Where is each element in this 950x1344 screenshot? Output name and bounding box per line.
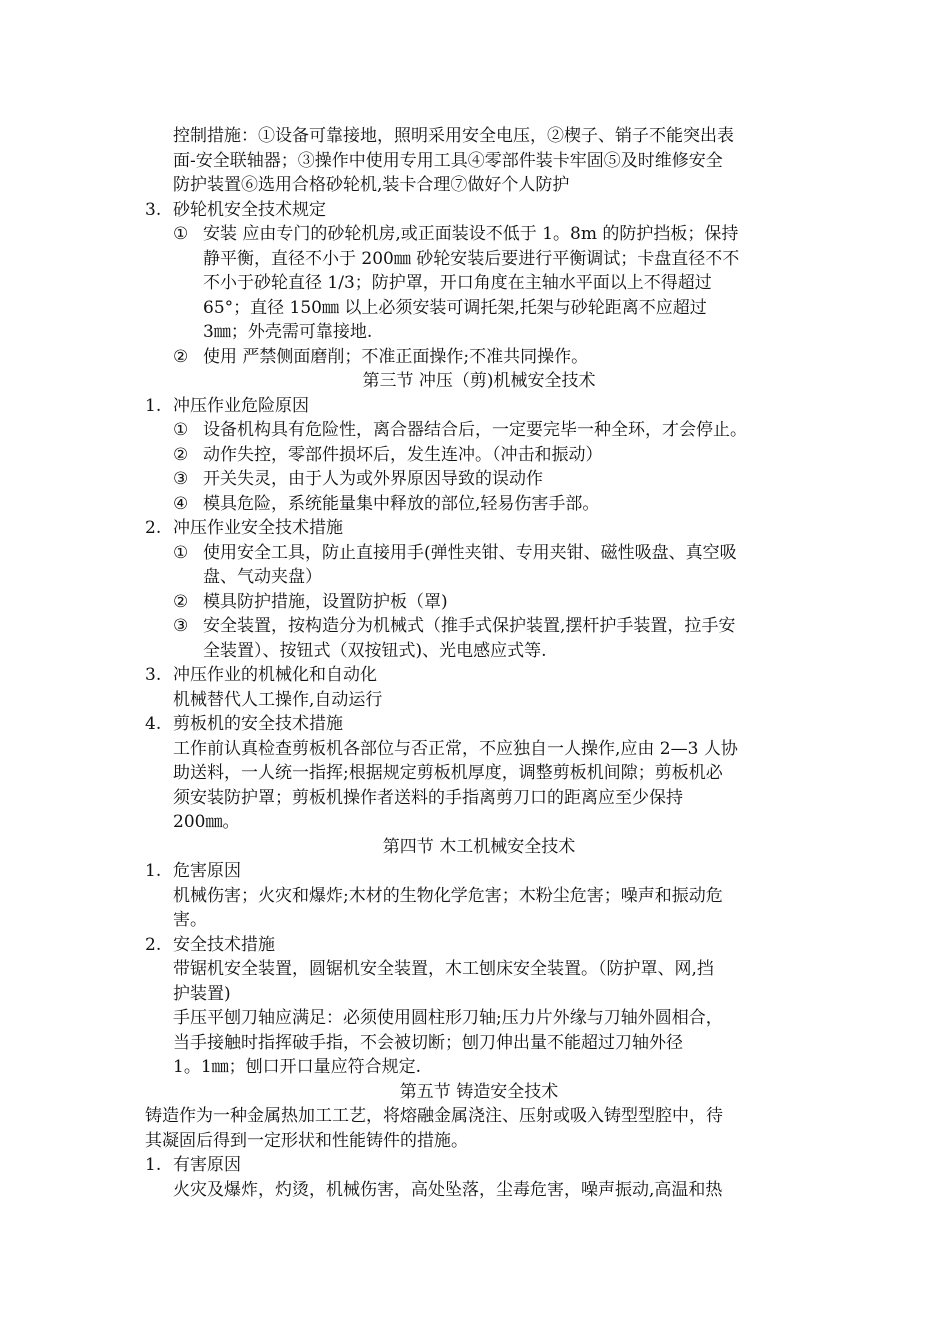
paragraph-line: 机械伤害；火灾和爆炸;木材的生物化学危害；木粉尘危害；噪声和振动危 xyxy=(173,885,723,906)
circled-item-line xyxy=(145,222,813,247)
document-body xyxy=(145,124,813,1202)
paragraph-line: 须安装防护罩；剪板机操作者送料的手指离剪刀口的距离应至少保持 xyxy=(173,787,683,808)
circled-marker: ① xyxy=(173,224,189,244)
circled-item-line xyxy=(145,639,813,664)
circled-item-line xyxy=(145,320,813,345)
item-title: 剪板机的安全技术措施 xyxy=(173,714,343,734)
numbered-item xyxy=(145,516,813,541)
paragraph-text: 开关失灵，由于人为或外界原因导致的误动作 xyxy=(203,469,543,489)
paragraph-text: 使用 严禁侧面磨削；不准正面操作;不准共同操作。 xyxy=(203,346,589,367)
circled-item-line xyxy=(145,271,813,296)
item-number: 3. xyxy=(145,665,162,685)
circled-item-line xyxy=(145,296,813,321)
item-number: 2. xyxy=(145,518,162,538)
paragraph-line: 工作前认真检查剪板机各部位与否正常，不应独自一人操作,应由 2—3 人协 xyxy=(173,738,738,759)
circled-item-line xyxy=(145,590,813,615)
paragraph-text: 3㎜；外壳需可靠接地. xyxy=(203,322,373,342)
item-title: 冲压作业安全技术措施 xyxy=(173,518,343,538)
circled-marker: ③ xyxy=(173,469,189,489)
paragraph-text: 安全装置，按构造分为机械式（推手式保护装置,摆杆护手装置，拉手安 xyxy=(203,616,736,636)
circled-marker: ① xyxy=(173,542,189,563)
paragraph-line: 机械替代人工操作,自动运行 xyxy=(173,689,383,710)
circled-item-line xyxy=(145,345,813,370)
item-number: 4. xyxy=(145,714,162,734)
paragraph-text: 静平衡，直径不小于 200㎜ 砂轮安装后要进行平衡调试；卡盘直径不不 xyxy=(203,248,740,269)
item-number: 1. xyxy=(145,395,162,416)
numbered-item xyxy=(145,933,813,958)
item-title: 砂轮机安全技术规定 xyxy=(173,199,326,220)
section-heading: 第三节 冲压（剪)机械安全技术 xyxy=(362,371,596,391)
paragraph-text: 安装 应由专门的砂轮机房,或正面装设不低于 1。8m 的防护挡板；保持 xyxy=(203,224,739,244)
paragraph-line: 面-安全联轴器；③操作中使用专用工具④零部件装卡牢固⑤及时维修安全 xyxy=(173,150,723,171)
item-number: 1. xyxy=(145,1155,162,1175)
item-number: 1. xyxy=(145,861,162,881)
section-heading: 第四节 木工机械安全技术 xyxy=(382,836,576,857)
numbered-item xyxy=(145,198,813,223)
item-title: 有害原因 xyxy=(173,1155,241,1175)
paragraph-text: 盘、气动夹盘） xyxy=(203,567,322,587)
numbered-item xyxy=(145,1153,813,1178)
numbered-item xyxy=(145,859,813,884)
circled-marker: ② xyxy=(173,346,189,367)
circled-item-line xyxy=(145,492,813,517)
numbered-item xyxy=(145,712,813,737)
item-title: 冲压作业的机械化和自动化 xyxy=(173,665,377,685)
circled-item-line xyxy=(145,614,813,639)
paragraph-text: 模具危险，系统能量集中释放的部位,轻易伤害手部。 xyxy=(203,493,600,514)
paragraph-line: 防护装置⑥选用合格砂轮机,装卡合理⑦做好个人防护 xyxy=(173,175,570,195)
paragraph-text: 设备机构具有危险性，离合器结合后，一定要完毕一种全环，才会停止。 xyxy=(203,420,747,440)
paragraph-text: 全装置）、按钮式（双按钮式)、光电感应式等. xyxy=(203,640,547,661)
paragraph-text: 65°；直径 150㎜ 以上必须安装可调托架,托架与砂轮距离不应超过 xyxy=(203,297,707,318)
paragraph-line: 1。1㎜；刨口开口量应符合规定. xyxy=(173,1057,422,1077)
circled-marker: ② xyxy=(173,591,189,612)
circled-item-line xyxy=(145,247,813,272)
paragraph-line: 其凝固后得到一定形状和性能铸件的措施。 xyxy=(145,1130,468,1151)
paragraph-line: 手压平刨刀轴应满足：必须使用圆柱形刀轴;压力片外缘与刀轴外圆相合， xyxy=(173,1008,723,1028)
circled-item-line xyxy=(145,541,813,566)
paragraph-line: 助送料，一人统一指挥;根据规定剪板机厚度，调整剪板机间隙；剪板机必 xyxy=(173,763,723,783)
paragraph-text: 模具防护措施，设置防护板（罩) xyxy=(203,591,448,612)
paragraph-line: 200㎜。 xyxy=(173,812,240,832)
paragraph-text: 动作失控，零部件损坏后，发生连冲。（冲击和振动） xyxy=(203,444,603,465)
numbered-item xyxy=(145,394,813,419)
circled-marker: ④ xyxy=(173,493,189,514)
circled-item-line xyxy=(145,467,813,492)
paragraph-line: 带锯机安全装置，圆锯机安全装置，木工刨床安全装置。（防护罩、网,挡 xyxy=(173,959,714,979)
section-heading: 第五节 铸造安全技术 xyxy=(399,1081,559,1102)
circled-item-line xyxy=(145,443,813,468)
paragraph-line: 害。 xyxy=(173,910,207,930)
circled-item-line xyxy=(145,565,813,590)
circled-item-line xyxy=(145,418,813,443)
paragraph-line: 火灾及爆炸，灼烫，机械伤害，高处坠落，尘毒危害，噪声振动,高温和热 xyxy=(173,1179,723,1200)
item-title: 危害原因 xyxy=(173,861,241,881)
paragraph-line: 当手接触时指挥破手指，不会被切断；刨刀伸出量不能超过刀轴外径 xyxy=(173,1032,683,1053)
circled-marker: ③ xyxy=(173,616,189,636)
circled-marker: ① xyxy=(173,420,189,440)
paragraph-line: 护装置) xyxy=(173,983,231,1004)
numbered-item xyxy=(145,663,813,688)
paragraph-text: 使用安全工具，防止直接用手(弹性夹钳、专用夹钳、磁性吸盘、真空吸 xyxy=(203,542,737,563)
item-number: 2. xyxy=(145,934,162,955)
item-title: 安全技术措施 xyxy=(173,934,275,955)
paragraph-line: 控制措施：①设备可靠接地，照明采用安全电压，②楔子、销子不能突出表 xyxy=(173,126,734,146)
paragraph-line: 铸造作为一种金属热加工工艺，将熔融金属浇注、压射或吸入铸型型腔中，待 xyxy=(145,1106,723,1126)
circled-marker: ② xyxy=(173,444,189,465)
paragraph-text: 不小于砂轮直径 1/3；防护罩，开口角度在主轴水平面以上不得超过 xyxy=(203,273,712,293)
item-title: 冲压作业危险原因 xyxy=(173,395,309,416)
item-number: 3. xyxy=(145,199,162,220)
